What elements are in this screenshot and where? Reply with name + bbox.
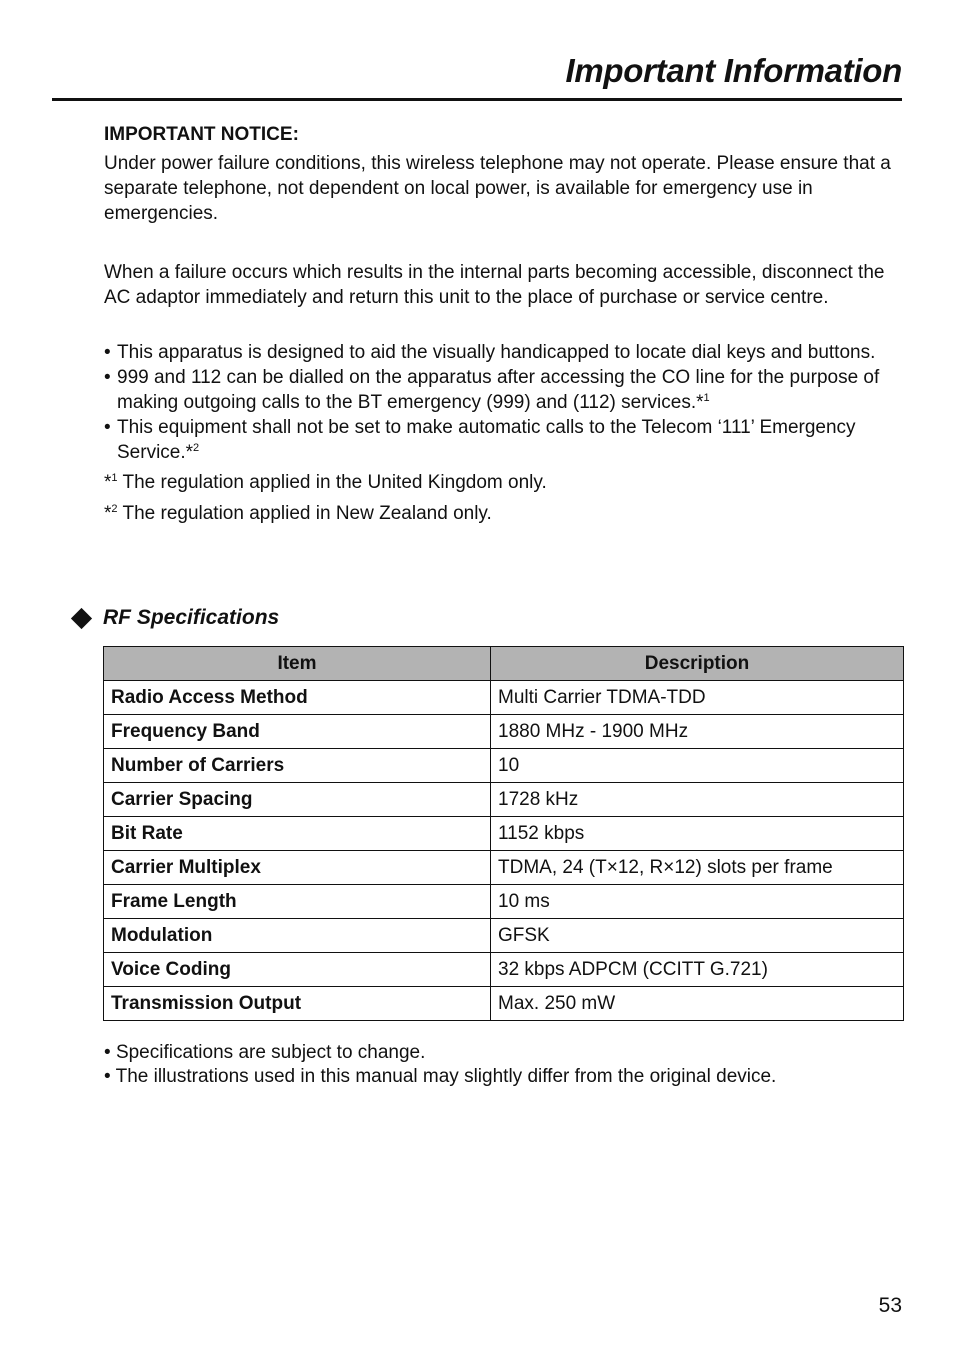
rf-specifications-table <box>103 646 904 1021</box>
bullet-text: 999 and 112 can be dialled on the apparatus after accessing the CO line for the purpose of making outgoing calls to the BT emergency (999) and (112) services.* <box>117 367 880 413</box>
notice-section <box>104 122 904 526</box>
bullet-icon: • <box>104 342 111 363</box>
diamond-bullet-icon <box>71 607 92 628</box>
note-text: The illustrations used in this manual may slightly differ from the original device. <box>115 1066 777 1087</box>
table-row <box>104 749 904 783</box>
spec-item-cell: Number of Carriers <box>104 749 491 783</box>
table-row <box>104 715 904 749</box>
note-item <box>104 1041 904 1065</box>
page-number: 53 <box>878 1294 902 1317</box>
bullet-icon: • <box>104 367 111 388</box>
failure-disconnect-paragraph: When a failure occurs which results in the internal parts becoming accessible, disconnect the AC adaptor immediately and return this unit to the place of purchase or service centre. <box>104 262 885 308</box>
notice-heading: IMPORTANT NOTICE: <box>104 124 299 145</box>
footnote-text: The regulation applied in New Zealand only. <box>117 503 492 524</box>
table-row <box>104 681 904 715</box>
spec-description-cell: 10 ms <box>491 885 904 919</box>
bullet-text: This apparatus is designed to aid the visually handicapped to locate dial keys and buttons. <box>117 342 876 363</box>
spec-description-cell: Max. 250 mW <box>491 987 904 1021</box>
footnote-uk <box>104 470 904 495</box>
spec-notes <box>104 1041 904 1089</box>
power-failure-paragraph: Under power failure conditions, this wireless telephone may not operate. Please ensure that a separate telephone, not dependent on local power, is available for emergency use in emergencies. <box>104 153 891 224</box>
table-row <box>104 851 904 885</box>
footnote-star: * <box>104 472 112 493</box>
footnote-reference: 2 <box>193 442 200 454</box>
rf-specifications-heading <box>71 606 279 630</box>
spec-description-cell: TDMA, 24 (T×12, R×12) slots per frame <box>491 851 904 885</box>
spec-item-cell: Carrier Multiplex <box>104 851 491 885</box>
spec-item-cell: Radio Access Method <box>104 681 491 715</box>
page-title: Important Information <box>565 52 902 89</box>
spec-description-cell: 1728 kHz <box>491 783 904 817</box>
list-item <box>104 415 904 465</box>
footnote-reference: 1 <box>703 392 710 404</box>
spec-description-cell: 10 <box>491 749 904 783</box>
bullet-text: This equipment shall not be set to make automatic calls to the Telecom ‘111’ Emergency Service.* <box>117 417 856 463</box>
spec-description-cell: 1152 kbps <box>491 817 904 851</box>
title-divider <box>52 98 902 101</box>
table-row <box>104 953 904 987</box>
note-item <box>104 1065 904 1089</box>
footnote-nz <box>104 501 904 526</box>
bullet-icon: • <box>104 1066 111 1087</box>
list-item <box>104 365 904 415</box>
spec-item-cell: Frequency Band <box>104 715 491 749</box>
notice-bullet-list <box>104 340 904 465</box>
spec-item-cell: Modulation <box>104 919 491 953</box>
spec-description-cell: Multi Carrier TDMA-TDD <box>491 681 904 715</box>
spec-item-cell: Carrier Spacing <box>104 783 491 817</box>
column-header-item: Item <box>104 647 491 681</box>
spec-description-cell: GFSK <box>491 919 904 953</box>
footnote-text: The regulation applied in the United Kingdom only. <box>117 472 547 493</box>
table-row <box>104 919 904 953</box>
table-row <box>104 817 904 851</box>
bullet-icon: • <box>104 1042 111 1063</box>
spec-item-cell: Bit Rate <box>104 817 491 851</box>
section-title: RF Specifications <box>103 606 280 629</box>
bullet-icon: • <box>104 417 111 438</box>
spec-description-cell: 1880 MHz - 1900 MHz <box>491 715 904 749</box>
list-item <box>104 340 904 365</box>
table-row <box>104 987 904 1021</box>
spec-item-cell: Transmission Output <box>104 987 491 1021</box>
footnote-mark: 2 <box>111 503 118 515</box>
note-text: Specifications are subject to change. <box>115 1042 426 1063</box>
table-row <box>104 783 904 817</box>
table-header-row <box>104 647 904 681</box>
footnote-star: * <box>104 503 112 524</box>
table-row <box>104 885 904 919</box>
spec-item-cell: Frame Length <box>104 885 491 919</box>
footnote-mark: 1 <box>111 472 118 484</box>
column-header-description: Description <box>491 647 904 681</box>
spec-description-cell: 32 kbps ADPCM (CCITT G.721) <box>491 953 904 987</box>
spec-item-cell: Voice Coding <box>104 953 491 987</box>
